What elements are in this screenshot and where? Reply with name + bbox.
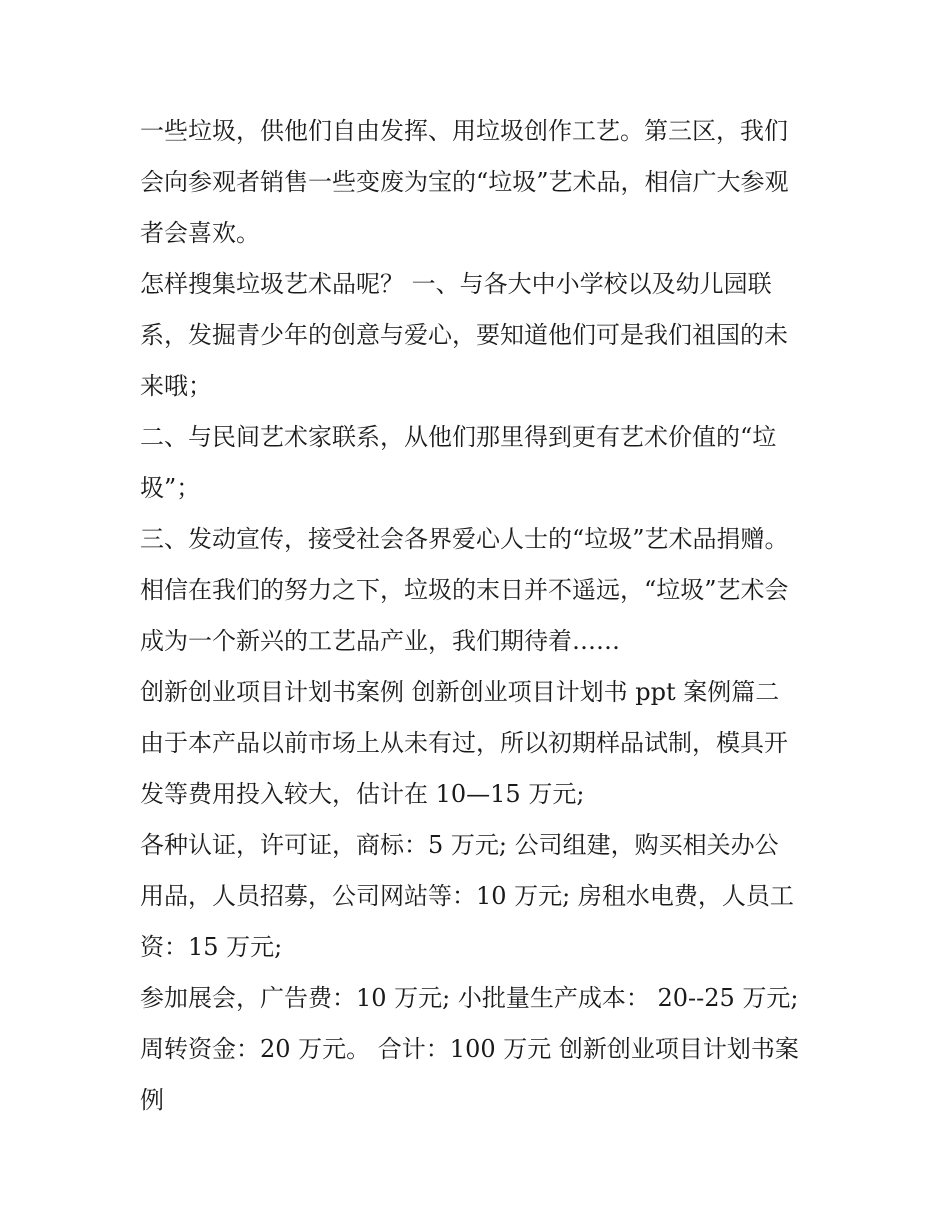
text-line: 用品，人员招募，公司网站等：10 万元; 房租水电费，人员工	[140, 882, 794, 910]
text-line: 由于本产品以前市场上从未有过，所以初期样品试制，模具开	[140, 729, 788, 757]
text-line: 二、与民间艺术家联系，从他们那里得到更有艺术价值的“垃	[140, 423, 777, 451]
paragraph	[140, 259, 815, 412]
text-line: 周转资金：20 万元。 合计：100 万元 创新创业项目计划书案	[140, 1035, 799, 1063]
paragraph	[140, 1024, 815, 1126]
text-line: 一些垃圾，供他们自由发挥、用垃圾创作工艺。第三区，我们	[140, 117, 788, 145]
text-line: 相信在我们的努力之下，垃圾的末日并不遥远，“垃圾”艺术会	[140, 576, 789, 604]
text-line: 圾”；	[140, 474, 201, 502]
text-line: 者会喜欢。	[140, 219, 260, 247]
paragraph	[140, 106, 815, 259]
text-line: 怎样搜集垃圾艺术品呢？ 一、与各大中小学校以及幼儿园联	[140, 270, 772, 298]
section-heading	[140, 667, 815, 718]
paragraph	[140, 412, 815, 514]
paragraph	[140, 514, 815, 565]
text-line: 三、发动宣传，接受社会各界爱心人士的“垃圾”艺术品捐赠。	[140, 525, 789, 553]
text-line: 会向参观者销售一些变废为宝的“垃圾”艺术品，相信广大参观	[140, 168, 789, 196]
text-line: 资：15 万元;	[140, 933, 283, 961]
text-line: 参加展会，广告费：10 万元; 小批量生产成本： 20--25 万元;	[140, 984, 799, 1012]
text-line: 成为一个新兴的工艺品产业，我们期待着……	[140, 627, 620, 655]
paragraph	[140, 973, 815, 1024]
paragraph	[140, 820, 815, 973]
text-line: 系，发掘青少年的创意与爱心，要知道他们可是我们祖国的未	[140, 321, 788, 349]
text-line: 发等费用投入较大，估计在 10—15 万元;	[140, 780, 585, 808]
text-line: 来哦；	[140, 372, 212, 400]
text-line: 各种认证，许可证，商标：5 万元; 公司组建，购买相关办公	[140, 831, 779, 859]
text-line: 例	[140, 1086, 164, 1114]
paragraph	[140, 718, 815, 820]
document-body	[140, 106, 815, 1126]
text-line: 创新创业项目计划书案例 创新创业项目计划书 ppt 案例篇二	[140, 678, 780, 706]
paragraph	[140, 565, 815, 667]
